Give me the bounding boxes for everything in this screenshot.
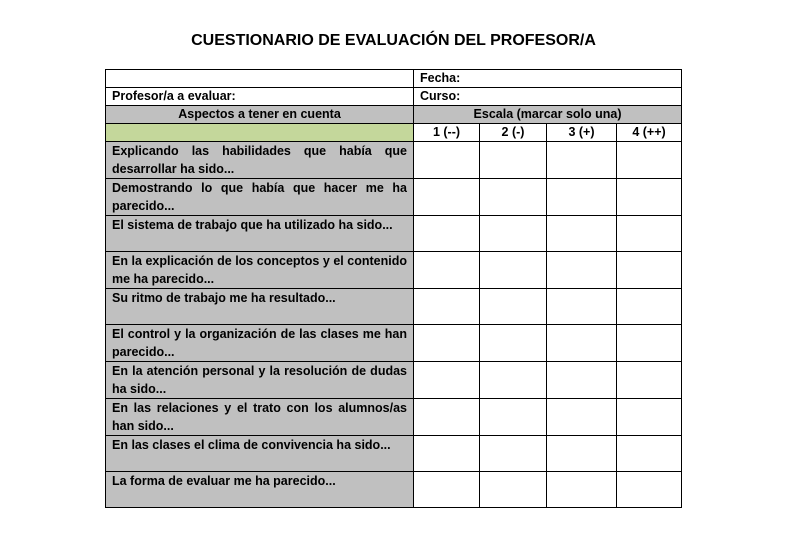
table-row bbox=[106, 325, 682, 362]
score-cell-1[interactable] bbox=[414, 325, 480, 362]
score-cell-4[interactable] bbox=[617, 472, 682, 508]
score-cell-2[interactable] bbox=[480, 436, 547, 472]
score-cell-3[interactable] bbox=[547, 362, 617, 399]
score-cell-3[interactable] bbox=[547, 252, 617, 289]
aspect-label: En la explicación de los conceptos y el contenido me ha parecido... bbox=[106, 252, 414, 289]
page-title: CUESTIONARIO DE EVALUACIÓN DEL PROFESOR/A bbox=[191, 32, 596, 49]
aspect-label: En las clases el clima de convivencia ha sido... bbox=[106, 436, 414, 472]
score-cell-4[interactable] bbox=[617, 142, 682, 179]
score-cell-3[interactable] bbox=[547, 216, 617, 252]
column-header-row bbox=[106, 106, 682, 124]
scale-labels-row bbox=[106, 124, 682, 142]
score-cell-3[interactable] bbox=[547, 436, 617, 472]
table-row bbox=[106, 289, 682, 325]
score-cell-1[interactable] bbox=[414, 472, 480, 508]
score-cell-2[interactable] bbox=[480, 289, 547, 325]
scale-label-2: 2 (-) bbox=[480, 124, 547, 142]
score-cell-1[interactable] bbox=[414, 289, 480, 325]
score-cell-4[interactable] bbox=[617, 362, 682, 399]
score-cell-4[interactable] bbox=[617, 216, 682, 252]
score-cell-1[interactable] bbox=[414, 399, 480, 436]
aspect-label: El control y la organización de las clases me han parecido... bbox=[106, 325, 414, 362]
aspects-header: Aspectos a tener en cuenta bbox=[106, 106, 414, 124]
table-row bbox=[106, 472, 682, 508]
score-cell-1[interactable] bbox=[414, 216, 480, 252]
aspect-label: En las relaciones y el trato con los alumnos/as han sido... bbox=[106, 399, 414, 436]
profesor-field[interactable] bbox=[106, 88, 414, 106]
aspect-label: En la atención personal y la resolución de dudas ha sido... bbox=[106, 362, 414, 399]
score-cell-2[interactable] bbox=[480, 179, 547, 216]
score-cell-3[interactable] bbox=[547, 399, 617, 436]
score-cell-2[interactable] bbox=[480, 362, 547, 399]
scale-label-3: 3 (+) bbox=[547, 124, 617, 142]
score-cell-3[interactable] bbox=[547, 179, 617, 216]
score-cell-1[interactable] bbox=[414, 179, 480, 216]
score-cell-4[interactable] bbox=[617, 325, 682, 362]
score-cell-4[interactable] bbox=[617, 252, 682, 289]
aspect-label: La forma de evaluar me ha parecido... bbox=[106, 472, 414, 508]
score-cell-4[interactable] bbox=[617, 289, 682, 325]
fecha-field[interactable] bbox=[414, 70, 682, 88]
score-cell-3[interactable] bbox=[547, 325, 617, 362]
green-band-cell bbox=[106, 124, 414, 142]
table-row bbox=[106, 216, 682, 252]
score-cell-2[interactable] bbox=[480, 399, 547, 436]
table-row bbox=[106, 179, 682, 216]
score-cell-2[interactable] bbox=[480, 216, 547, 252]
curso-label: Curso: bbox=[420, 89, 461, 103]
score-cell-4[interactable] bbox=[617, 179, 682, 216]
score-cell-1[interactable] bbox=[414, 436, 480, 472]
score-cell-3[interactable] bbox=[547, 142, 617, 179]
scale-header: Escala (marcar solo una) bbox=[414, 106, 682, 124]
score-cell-1[interactable] bbox=[414, 362, 480, 399]
aspect-label: Explicando las habilidades que había que desarrollar ha sido... bbox=[106, 142, 414, 179]
table-row bbox=[106, 399, 682, 436]
score-cell-4[interactable] bbox=[617, 399, 682, 436]
table-row bbox=[106, 362, 682, 399]
score-cell-1[interactable] bbox=[414, 142, 480, 179]
table-row bbox=[106, 436, 682, 472]
score-cell-3[interactable] bbox=[547, 289, 617, 325]
evaluation-table bbox=[105, 69, 682, 508]
profesor-row bbox=[106, 88, 682, 106]
score-cell-4[interactable] bbox=[617, 436, 682, 472]
score-cell-3[interactable] bbox=[547, 472, 617, 508]
score-cell-2[interactable] bbox=[480, 142, 547, 179]
score-cell-2[interactable] bbox=[480, 472, 547, 508]
fecha-label: Fecha: bbox=[420, 71, 461, 85]
aspect-label: El sistema de trabajo que ha utilizado ha sido... bbox=[106, 216, 414, 252]
table-row bbox=[106, 252, 682, 289]
curso-field[interactable] bbox=[414, 88, 682, 106]
fecha-row bbox=[106, 70, 682, 88]
scale-label-4: 4 (++) bbox=[617, 124, 682, 142]
table-row bbox=[106, 142, 682, 179]
aspect-label: Demostrando lo que había que hacer me ha parecido... bbox=[106, 179, 414, 216]
score-cell-1[interactable] bbox=[414, 252, 480, 289]
profesor-label: Profesor/a a evaluar: bbox=[112, 89, 236, 103]
blank-header-cell[interactable] bbox=[106, 70, 414, 88]
score-cell-2[interactable] bbox=[480, 325, 547, 362]
scale-label-1: 1 (--) bbox=[414, 124, 480, 142]
aspect-label: Su ritmo de trabajo me ha resultado... bbox=[106, 289, 414, 325]
score-cell-2[interactable] bbox=[480, 252, 547, 289]
